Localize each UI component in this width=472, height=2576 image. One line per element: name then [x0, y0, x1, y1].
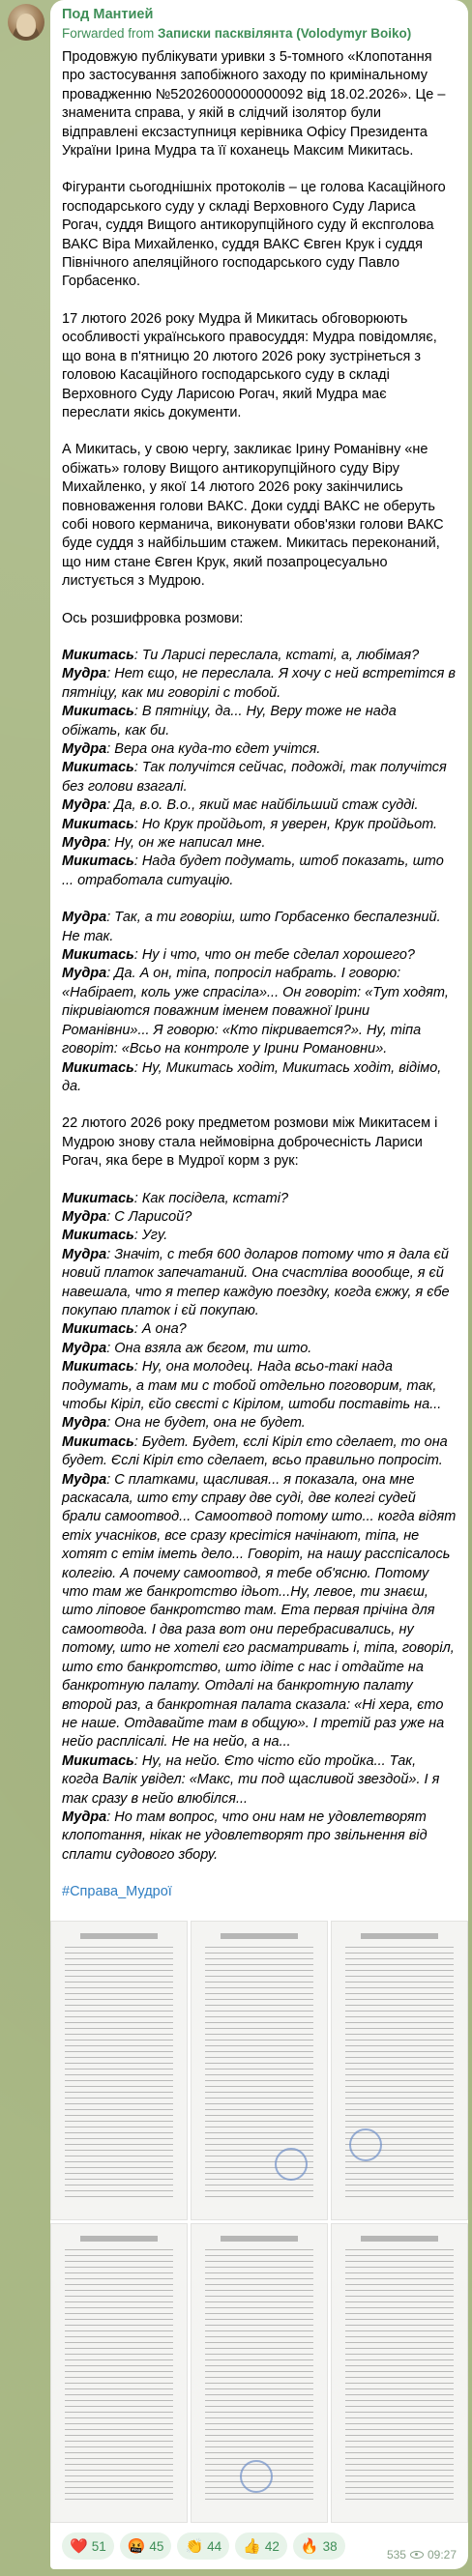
dialogue-text: : Ну, Микитась ходіт, Микитась ходіт, відімо, да.: [62, 1059, 442, 1094]
dialogue-line: [62, 759, 457, 796]
dialogue-line: [62, 834, 457, 853]
speaker-name: Мудра: [62, 910, 107, 926]
speaker-name: Микитась: [62, 816, 134, 832]
forwarded-prefix: Forwarded from: [62, 26, 155, 41]
reaction-thumbs-up[interactable]: [235, 2533, 287, 2560]
speaker-name: Микитась: [62, 1433, 134, 1450]
speaker-name: Микитась: [62, 647, 134, 663]
dialogue-text: : Ти Ларисі переслала, кстаті, а, любімая?: [133, 647, 420, 663]
document-photo-6[interactable]: [331, 2223, 468, 2523]
speaker-name: Мудра: [62, 797, 107, 814]
dialogue-line: [62, 1227, 457, 1245]
dialogue-text: : А она?: [133, 1321, 187, 1338]
channel-avatar[interactable]: [8, 4, 44, 41]
dialogue-text: : Так, а ти говоріш, што Горбасенко беспалезний. Не так.: [62, 910, 441, 944]
dialogue-line: [62, 740, 457, 759]
dialogue-line: [62, 1320, 457, 1339]
dialogue-line: [62, 647, 457, 665]
dialogue-text: : Ну, она молодец. Нада всьо-такі нада подумать, а там ми с тобой отдельно поговорим, так, чтобы Кіріл, єйо свєсті с Кірілом, штоби поставіть на...: [62, 1359, 442, 1412]
speaker-name: Мудра: [62, 966, 107, 982]
speaker-name: Микитась: [62, 1752, 134, 1769]
dialogue-line: [62, 665, 457, 703]
dialogue-text: : Ну і что, что он тебе сделал хорошего?: [133, 947, 415, 964]
reaction-count: 42: [264, 2538, 280, 2554]
speaker-name: Мудра: [62, 835, 107, 852]
reaction-angry[interactable]: [120, 2533, 172, 2560]
speaker-name: Микитась: [62, 1059, 134, 1076]
speaker-name: Микитась: [62, 947, 134, 964]
dialogue-text: : Вера она куда-то єдет учітся.: [106, 741, 321, 757]
speaker-name: Мудра: [62, 1246, 107, 1262]
dialogue-text: : Значіт, с тебя 600 доларов потому что я дала єй новий платок запечатаний. Она счастліва воообще, я єй навешала, что я тепер каждую поездку, когда єжжу, я єбе покупаю платок і єй покупаю.: [62, 1246, 450, 1318]
reaction-heart[interactable]: [62, 2533, 114, 2560]
document-photo-4[interactable]: [50, 2223, 188, 2523]
view-count: 535: [386, 2548, 406, 2562]
dialogue-line: [62, 1433, 457, 1471]
dialogue-text: : Да. А он, тіпа, попросіл набрать. І говорю: «Набірает, коль уже спрасіла»... Он говоріт: «Тут ходят, пікривіаются поважним іменем поважної Ірини Романівни»... Я говорю: «Кто пікривается?». Ну, тіпа говоріт: «Всьо на контроле у Ірини Романовни».: [62, 966, 449, 1057]
heart-icon: ❤️: [70, 2537, 88, 2555]
dialogue-text: : Но там вопрос, что они нам не удовлетворят клопотання, нікак не удовлетворят про звільнення від сплати судового збору.: [62, 1809, 428, 1863]
speaker-name: Мудра: [62, 666, 107, 682]
document-gallery: [50, 1921, 468, 2523]
dialogue-text: : Она не будет, она не будет.: [106, 1415, 306, 1432]
document-photo-1[interactable]: [50, 1921, 188, 2220]
speaker-name: Микитась: [62, 1321, 134, 1338]
dialogue-line: [62, 1246, 457, 1321]
reaction-count: 45: [149, 2538, 164, 2554]
speaker-name: Микитась: [62, 760, 134, 776]
dialogue-text: : Как посідела, кстаті?: [133, 1190, 289, 1206]
reaction-count: 38: [322, 2538, 338, 2554]
speaker-name: Мудра: [62, 1340, 107, 1356]
dialogue-text: : Ну, на нейо. Єто чісто єйо тройка... Так, когда Валік увідел: «Макс, ти под щасливой звездой». І я так сразу в нейо влюбілся...: [62, 1752, 440, 1807]
dialogue-text: : Да, в.о. В.о., який має найбільший стаж судді.: [106, 797, 419, 814]
dialogue-line: [62, 816, 457, 834]
clap-icon: 👏: [185, 2537, 204, 2555]
speaker-name: Микитась: [62, 1228, 134, 1244]
dialogue-line: [62, 909, 457, 946]
reaction-count: 51: [91, 2538, 106, 2554]
paragraph-mykytas: А Микитась, у свою чергу, закликає Ірину Романівну «не обіжать» голову Вищого антикорупційного суду Віру Михайленко, у якої 14 лютого 2026 року закінчились повноваження голови ВАКС. Доки судді ВАКС не оберуть собі нового керманича, виконувати обов'язки голови ВАКС буде суддя з найбільшим стажем. Микитась переконаний, що ним стане Євген Крук, який позапроцесуально листується з Мудрою.: [62, 442, 444, 590]
dialogue-line: [62, 853, 457, 890]
dialogue-text: : Ну, он же написал мне.: [106, 835, 266, 852]
dialogue-line: [62, 965, 457, 1058]
angry-face-icon: 🤬: [127, 2537, 146, 2555]
fire-icon: 🔥: [300, 2537, 319, 2555]
document-photo-3[interactable]: [331, 1921, 468, 2220]
eye-icon: [410, 2551, 424, 2559]
paragraph-feb17: 17 лютого 2026 року Мудра й Микитась обговорюють особливості українського правосуддя: Мудра повідомляє, що вона в п'ятницю 20 лютого 2026 року зустрінеться з головою Касаційного господарського суду в складі Верховного Суду Ларисою Рогач, який Мудра має переслати якісь документи.: [62, 310, 437, 420]
speaker-name: Мудра: [62, 1809, 107, 1825]
dialogue-line: [62, 1471, 457, 1752]
hashtag-link[interactable]: #Справа_Мудрої: [62, 1884, 172, 1900]
thumbs-up-icon: 👍: [243, 2537, 261, 2555]
dialogue-line: [62, 1358, 457, 1414]
dialogue-line: [62, 1340, 457, 1358]
dialogue-line: [62, 1208, 457, 1227]
message-meta: [387, 2548, 457, 2562]
forwarded-source[interactable]: Записки пасквілянта (Volodymyr Boiko): [158, 26, 412, 41]
dialogue-block-2: [62, 909, 457, 1096]
speaker-name: Микитась: [62, 704, 134, 720]
dialogue-text: : Так получітся сейчас, подожді, так получітся без голови взагалі.: [62, 760, 447, 795]
paragraph-figurants: Фігуранти сьогоднішніх протоколів – це голова Касаційного господарського суду у складі Верховного Суду Лариса Рогач, суддя Вищого антикорупційного суду й експголова ВАКС Віра Михайленко, суддя ВАКС Євген Крук і суддя Північного апеляційного господарського суду Павло Горбасенко.: [62, 180, 446, 290]
dialogue-text: : Она взяла аж бєгом, ти што.: [106, 1340, 312, 1356]
speaker-name: Микитась: [62, 1190, 134, 1206]
dialogue-line: [62, 1752, 457, 1809]
channel-name[interactable]: Под Мантией: [62, 7, 154, 22]
dialogue-text: : Нет єщо, не переслала. Я хочу с ней встретітся в пятніцу, как ми говорілі с тобой.: [62, 666, 456, 701]
dialogue-line: [62, 703, 457, 740]
dialogue-text: : Нада будет подумать, штоб показать, што ... отработала ситуацію.: [62, 854, 444, 888]
dialogue-block-3: [62, 1190, 457, 1866]
reaction-fire[interactable]: [293, 2533, 345, 2560]
document-photo-2[interactable]: [191, 1921, 328, 2220]
dialogue-text: : С Ларисой?: [106, 1208, 192, 1225]
document-photo-5[interactable]: [191, 2223, 328, 2523]
speaker-name: Микитась: [62, 1359, 134, 1375]
dialogue-line: [62, 796, 457, 815]
forwarded-header[interactable]: [62, 24, 457, 43]
speaker-name: Мудра: [62, 1208, 107, 1225]
dialogue-text: : Но Крук пройдьот, я уверен, Крук пройдьот.: [133, 816, 438, 832]
paragraph-feb22: 22 лютого 2026 року предметом розмови між Микитасем і Мудрою знову стала неймовірна доброчесність Лариси Рогач, яка бере в Мудрої корм з рук:: [62, 1115, 438, 1170]
dialogue-text: : В пятніцу, да... Ну, Веру тоже не нада обіжать, как би.: [62, 704, 397, 738]
dialogue-block-1: [62, 647, 457, 890]
speaker-name: Мудра: [62, 1471, 107, 1488]
dialogue-line: [62, 1809, 457, 1865]
speaker-name: Мудра: [62, 741, 107, 757]
dialogue-text: : Будет. Будет, єслі Кіріл єто сделает, то она будет. Єслі Кіріл єто сделает, всьо правильно попросіт.: [62, 1433, 448, 1469]
message-time: 09:27: [427, 2548, 457, 2562]
dialogue-text: : Угу.: [133, 1228, 168, 1244]
dialogue-text: : С платками, щасливая... я показала, она мне раскасала, што єту справу две суді, две колегі судей брали самоотвод... Самоотвод потому што... когда відят етіх учасніков, все сразу кресітіся начінают, тіпа, не хотят с етім іметь дело... Говоріт, на нашу расспісалось колегію. А почему самоотвод, я тебе об'ясню. Потому что там же банкротство ідьот...Ну, левое, ти знаєш, што лiповое банкротство там. Ета первая прічіна для самоотвода. І два раза вот они перебрасивались, ну потому, што не хотелі єго расматривать і, тіпа, говоріл, што єто банкротство, што ідіте с нас і отдайте на банкротную палату. Отдалі на банкротную палату второй раз, а банкротная палата сказала: «Ні хера, єто не наше. Отдавайте там в общую». І третій раз уже на нейо расплісалі. Не на нейо, а на...: [62, 1471, 457, 1751]
speaker-name: Микитась: [62, 854, 134, 870]
paragraph-transcript-label: Ось розшифровка розмови:: [62, 610, 244, 626]
paragraph-intro: Продовжую публікувати уривки з 5-томного «Клопотання про застосування запобіжного заходу по кримінальному провадженню №52026000000000092 від 18.02.2026». Це – знаменита справа, у якій в слідчий ізолятор були відправлені ексзаступниця керівника Офісу Президента України Ірина Мудра та її коханець Максим Микитась.: [62, 49, 446, 159]
dialogue-line: [62, 1190, 457, 1208]
message-bubble: [50, 0, 468, 2569]
reaction-clap[interactable]: [177, 2533, 229, 2560]
dialogue-line: [62, 1414, 457, 1433]
dialogue-line: [62, 946, 457, 965]
dialogue-line: [62, 1059, 457, 1097]
reaction-count: 44: [207, 2538, 222, 2554]
speaker-name: Мудра: [62, 1415, 107, 1432]
